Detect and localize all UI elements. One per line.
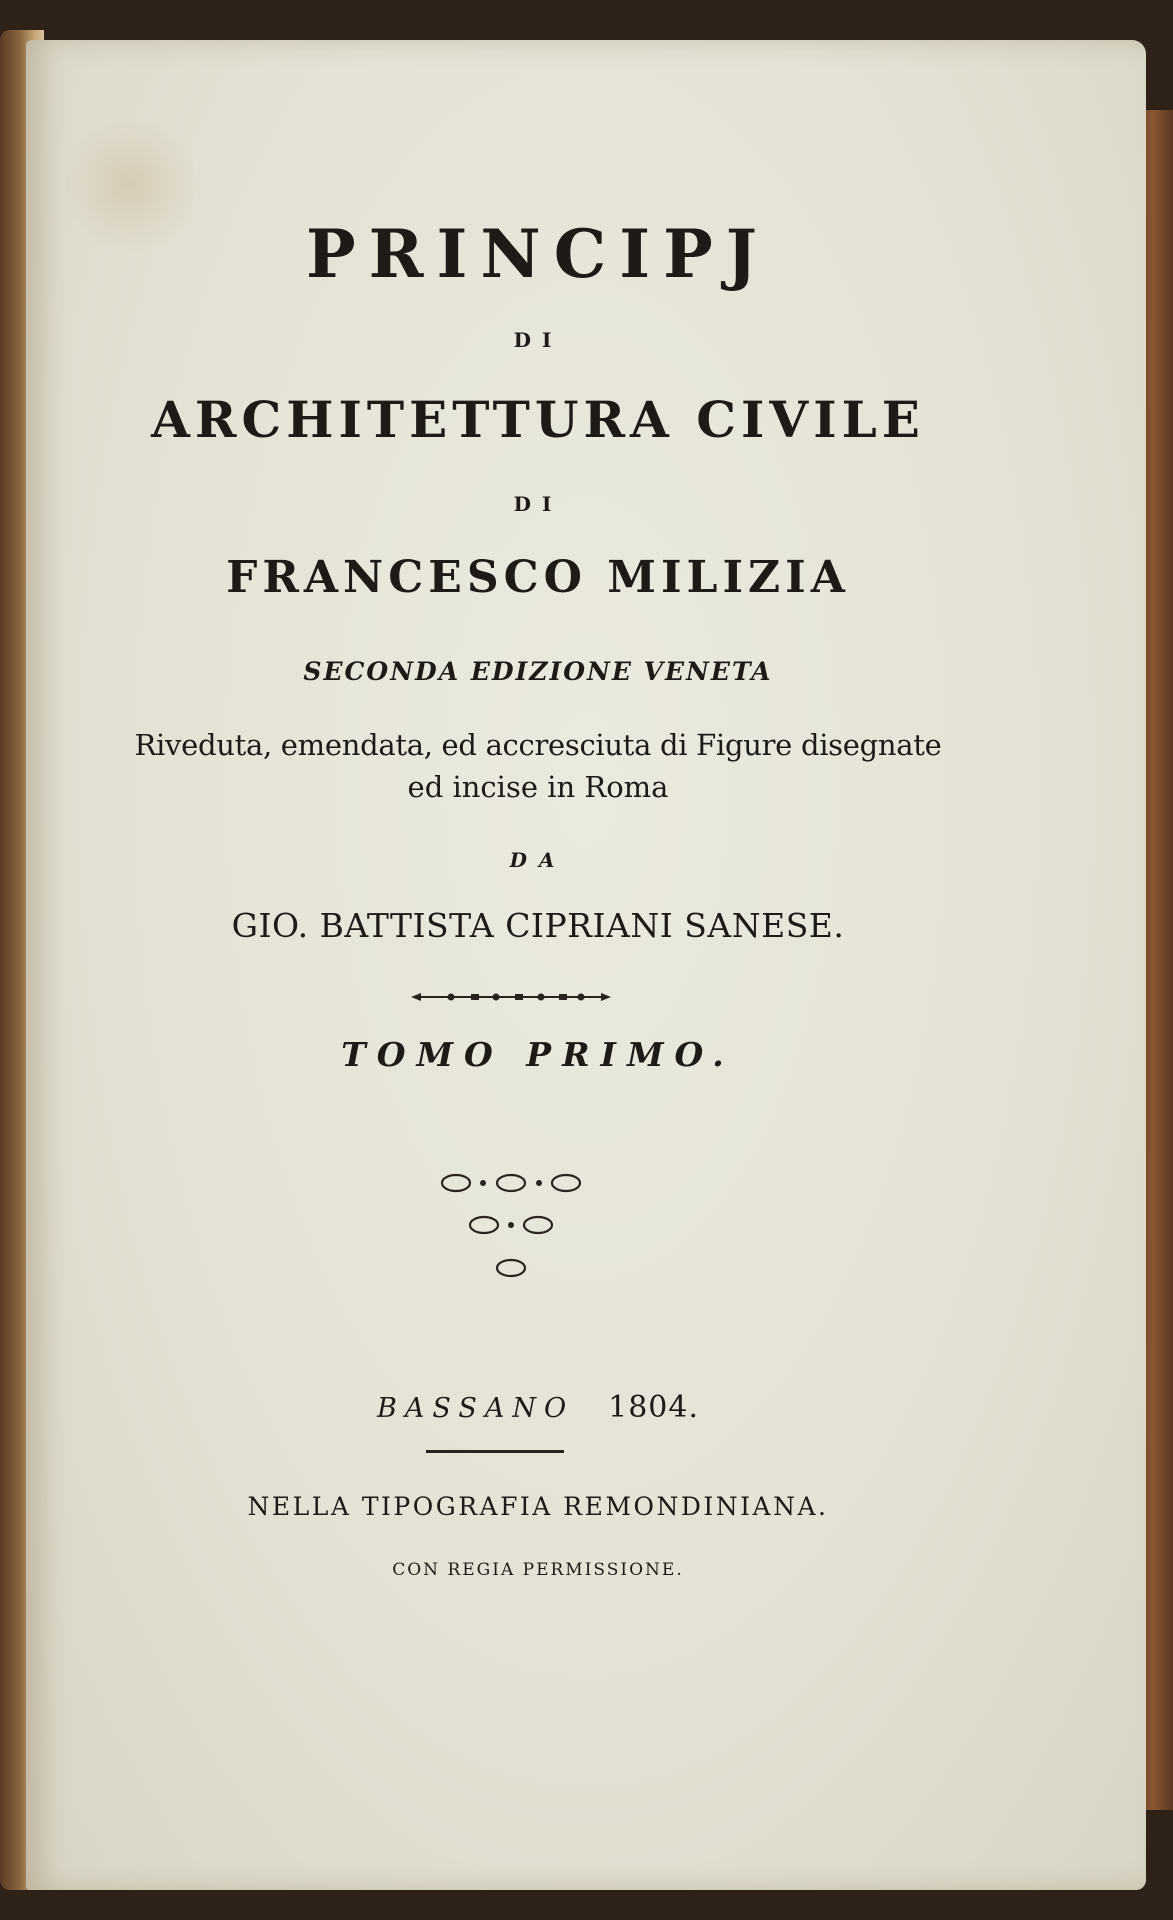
revision-note-line-2: ed incise in Roma bbox=[407, 770, 669, 804]
connector-di-1: DI bbox=[513, 328, 563, 352]
connector-da: DA bbox=[509, 848, 567, 872]
imprint-place: BASSANO bbox=[376, 1393, 575, 1424]
edition-statement: SECONDA EDIZIONE VENETA bbox=[303, 657, 773, 686]
printer-rule-ornament-icon bbox=[411, 990, 611, 1004]
imprint-place-year bbox=[26, 1390, 1050, 1425]
printer-statement: NELLA TIPOGRAFIA REMONDINIANA. bbox=[247, 1492, 829, 1521]
permission-statement: CON REGIA PERMISSIONE. bbox=[392, 1560, 684, 1580]
revision-note-line-1: Riveduta, emendata, ed accresciuta di Figure disegnate bbox=[134, 728, 942, 762]
imprint-rule bbox=[426, 1450, 564, 1453]
connector-di-2: DI bbox=[513, 492, 563, 516]
volume-statement: TOMO PRIMO. bbox=[341, 1035, 735, 1074]
book-title: PRINCIPJ bbox=[306, 215, 770, 293]
engraver-name: GIO. BATTISTA CIPRIANI SANESE. bbox=[231, 906, 845, 945]
book-subtitle: ARCHITETTURA CIVILE bbox=[151, 390, 925, 449]
triangular-ornament-icon bbox=[436, 1165, 586, 1285]
title-page bbox=[26, 40, 1146, 1890]
author-name: FRANCESCO MILIZIA bbox=[226, 552, 850, 603]
imprint-year: 1804. bbox=[608, 1390, 699, 1425]
